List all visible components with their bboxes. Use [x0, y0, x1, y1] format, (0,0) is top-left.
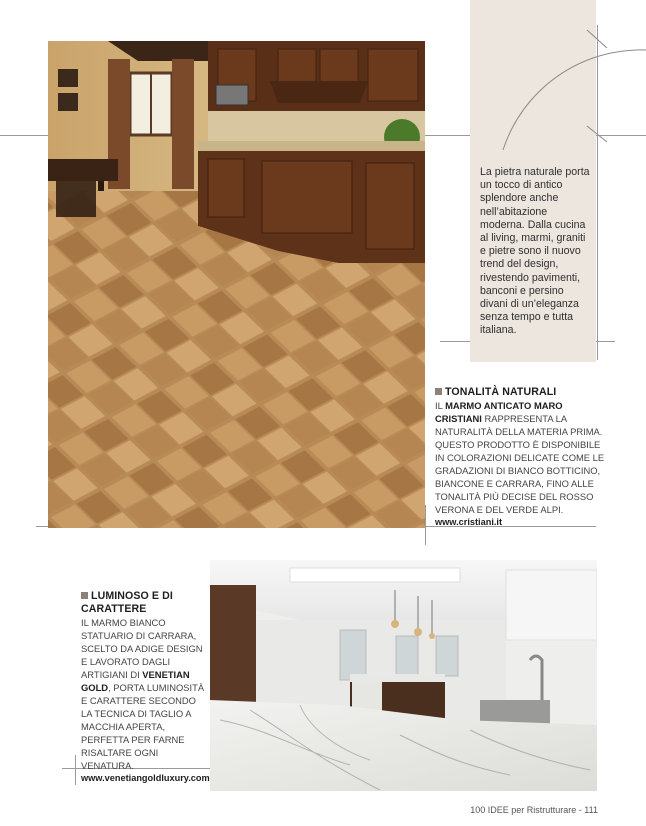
- caption-body-text: , PORTA LUMINOSITÀ E CARATTERE SECONDO LA TECNICA DI TAGLIO A MACCHIA APERTA, PERFETTA PER FARNE RISALTARE OGNI VENATURA.: [81, 682, 205, 771]
- caption-title: [435, 386, 610, 399]
- caption-natural-tones: [435, 386, 610, 529]
- divider-line: [425, 505, 426, 545]
- caption-title-text: TONALITÀ NATURALI: [445, 386, 557, 398]
- caption-body-pre: IL MARMO BIANCO STATUARIO DI CARRARA, SCELTO DA ADIGE DESIGN E LAVORATO DAGLI ARTIGIANI DI: [81, 617, 203, 680]
- kitchen-stone-floor-photo: [48, 41, 425, 528]
- caption-website-link[interactable]: www.venetiangoldluxury.com: [81, 773, 210, 783]
- caption-website-link[interactable]: www.cristiani.it: [435, 517, 503, 527]
- caption-title-text: LUMINOSO E DI CARATTERE: [81, 590, 173, 615]
- caption-title: [81, 590, 209, 616]
- intro-text: La pietra naturale porta un tocco di antico splendore anche nell’abitazione moderna. Dalla cucina al living, marmi, graniti e pietre sono il nuovo trend del design, rivestendo pavimenti, banconi e persino divani di un’eleganza senza tempo e tutta italiana.: [480, 166, 590, 337]
- divider-line: [75, 755, 76, 785]
- caption-bright-character: [81, 590, 209, 785]
- caption-body-pre: IL: [435, 400, 446, 411]
- caption-brand: MARMO ANTICATO MARO CRISTIANI: [435, 400, 563, 424]
- kitchen-marble-photo: [210, 560, 597, 791]
- caption-body: [81, 616, 209, 772]
- page-footer: 100 IDEE per Ristrutturare - 111: [470, 805, 598, 815]
- square-bullet-icon: [81, 592, 88, 599]
- square-bullet-icon: [435, 388, 442, 395]
- caption-body-text: RAPPRESENTA LA NATURALITÀ DELLA MATERIA PRIMA. QUESTO PRODOTTO È DISPONIBILE IN COLORAZIONI DELICATE COME LE GRADAZIONI DI BIANCO BOTTICINO, BIANCONE E CARRARA, FINO ALLE TONALITÀ PIÙ DECISE DEL ROSSO VERONA E DEL VERDE ALPI.: [435, 413, 605, 515]
- caption-body: [435, 399, 610, 516]
- decorative-arc: [495, 30, 646, 160]
- caption-brand: VENETIAN GOLD: [81, 669, 190, 693]
